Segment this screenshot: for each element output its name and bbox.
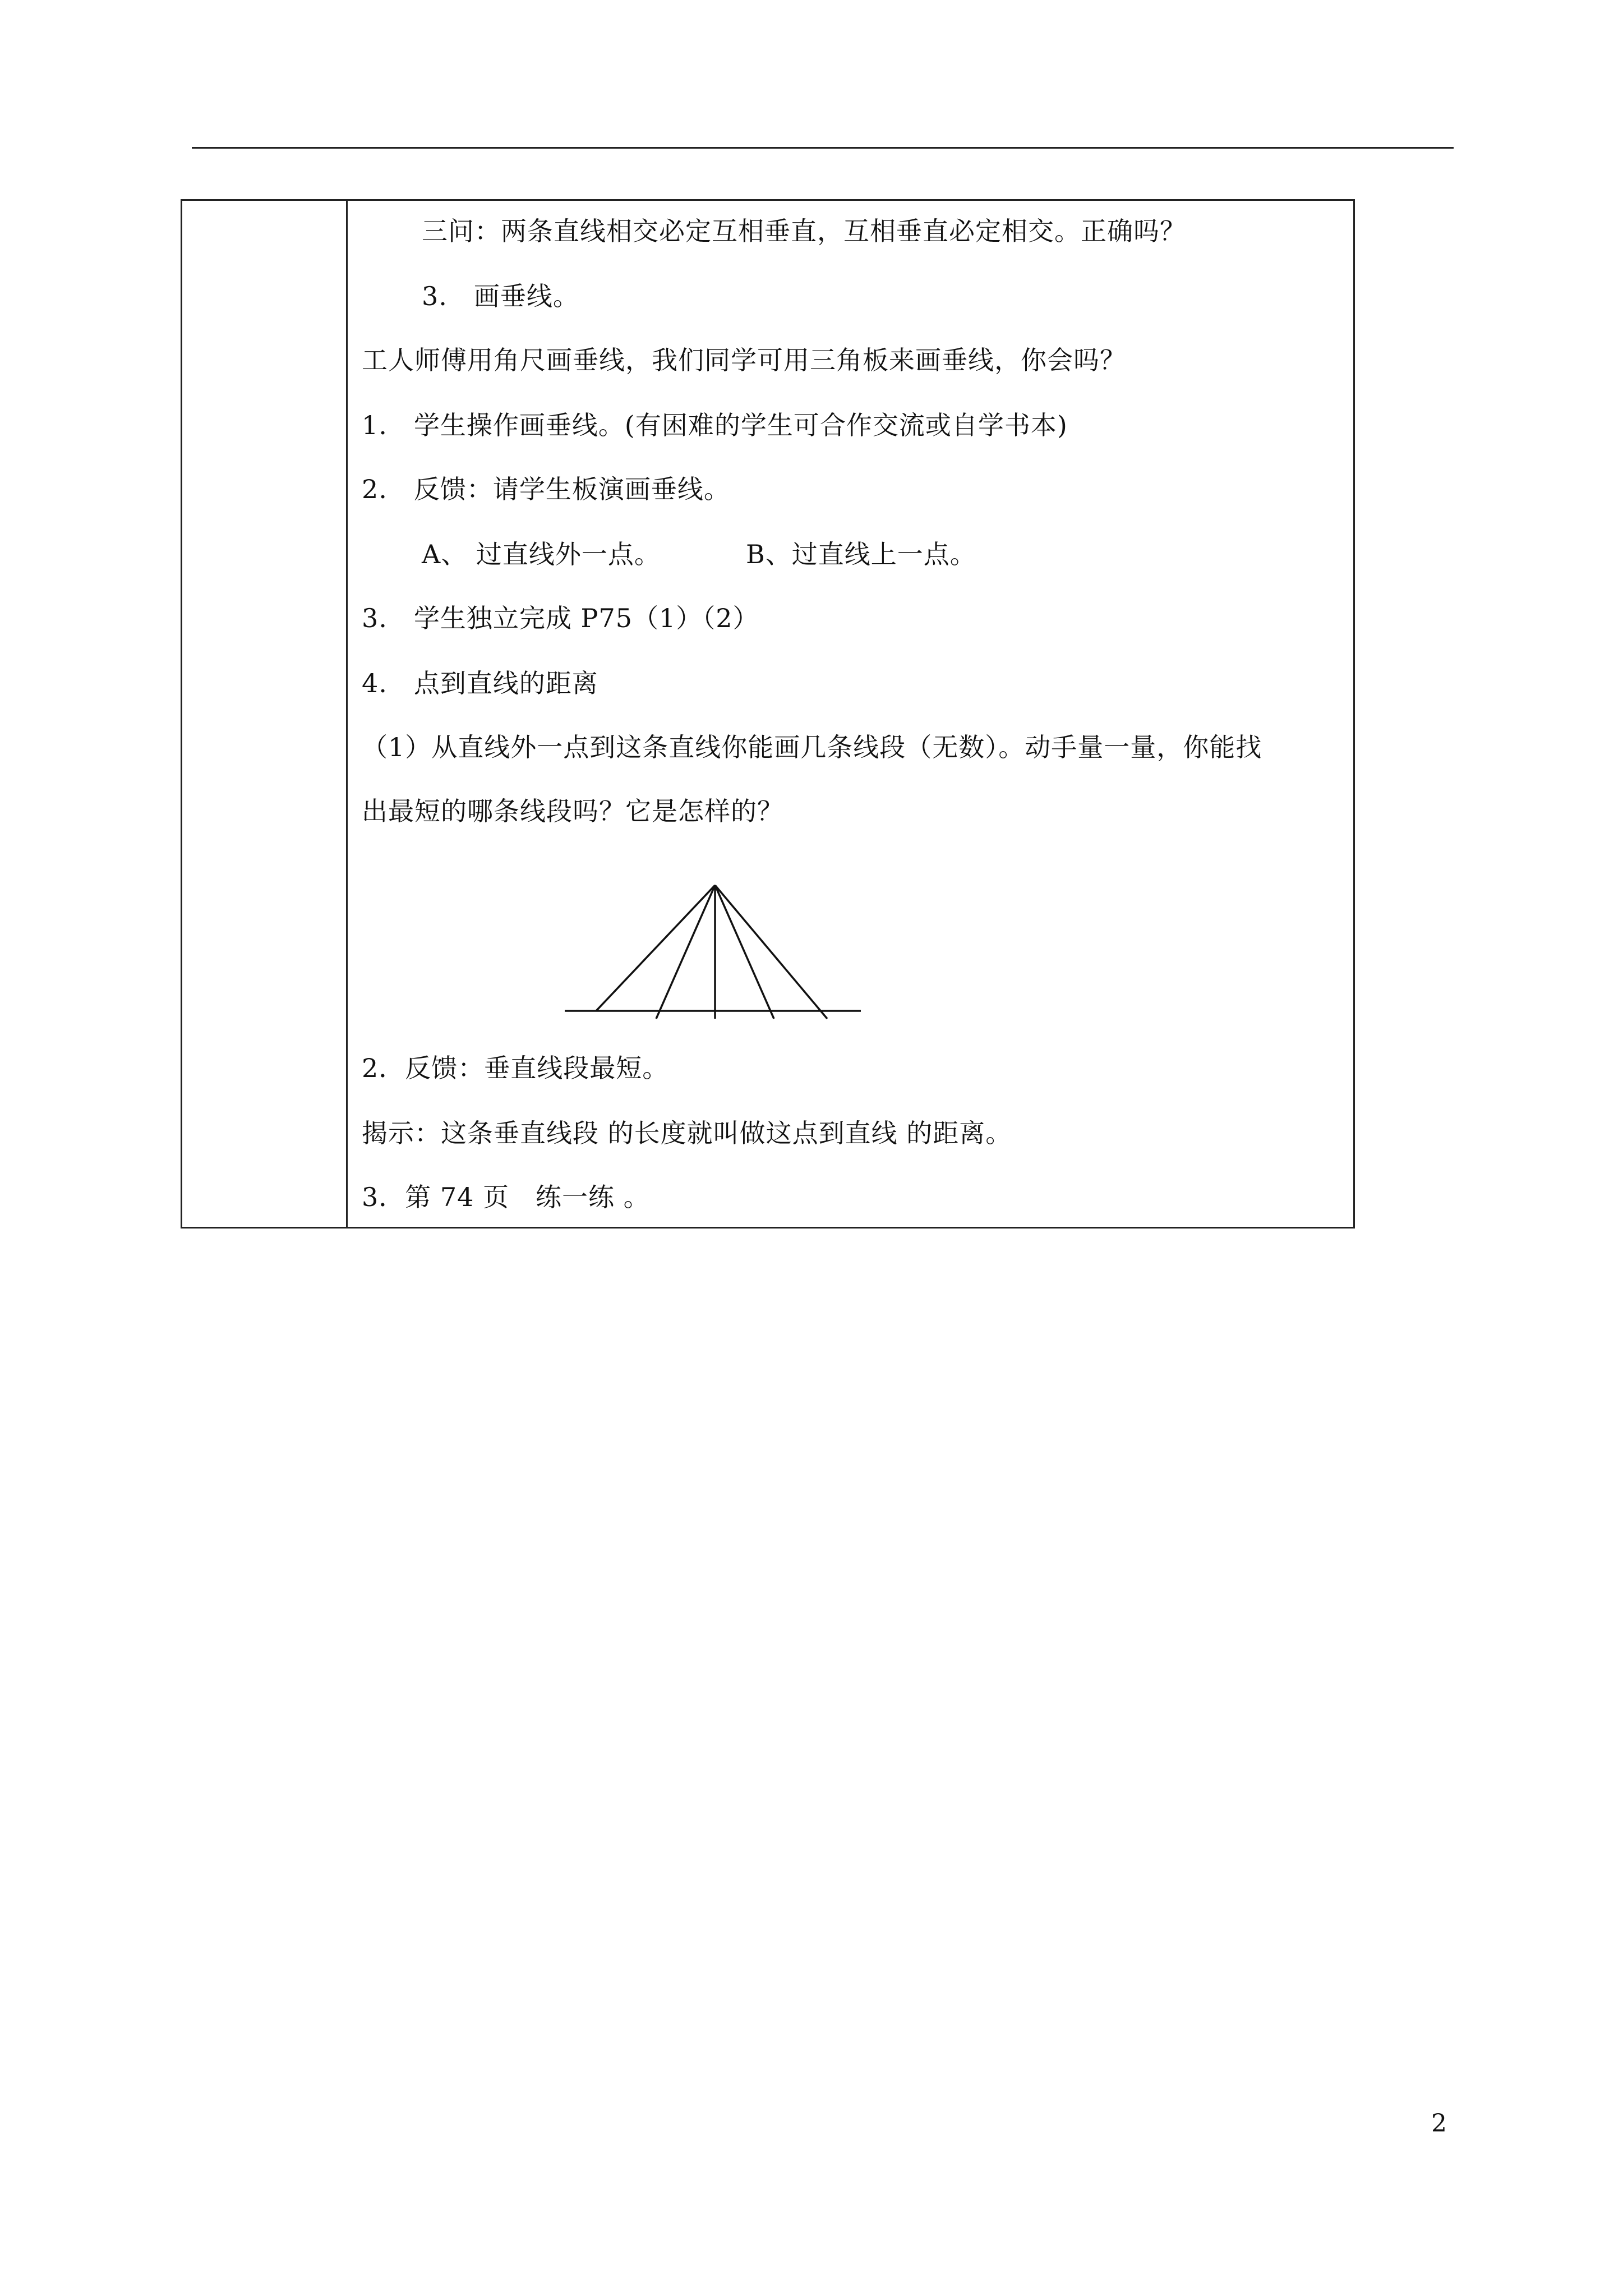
text-line-step-1: 1. 学生操作画垂线。(有困难的学生可合作交流或自学书本) xyxy=(362,410,1068,440)
perpendicular-lines-diagram xyxy=(558,881,872,1027)
table-column-divider xyxy=(346,201,348,1227)
text-line-heading-draw: 3. 画垂线。 xyxy=(422,281,579,311)
text-line-step-2: 2. 反馈：请学生板演画垂线。 xyxy=(362,474,730,504)
text-line-paragraph-2: 出最短的哪条线段吗？它是怎样的？ xyxy=(362,796,783,826)
header-rule xyxy=(192,147,1454,149)
text-line-reveal: 揭示：这条垂直线段 的长度就叫做这点到直线 的距离。 xyxy=(362,1118,1012,1148)
page-number: 2 xyxy=(1431,2109,1447,2138)
text-line-step-3: 3. 学生独立完成 P75（1）（2） xyxy=(362,603,759,633)
text-line-paragraph-1: （1）从直线外一点到这条直线你能画几条线段（无数）。动手量一量，你能找 xyxy=(362,732,1262,762)
slant-segment-left-inner xyxy=(656,885,715,1019)
text-line-practice: 3．第 74 页 练一练 。 xyxy=(362,1182,650,1212)
text-line-step-4: 4. 点到直线的距离 xyxy=(362,668,598,698)
text-line-feedback: 2．反馈：垂直线段最短。 xyxy=(362,1053,669,1083)
slant-segment-right-outer xyxy=(715,885,827,1019)
text-line-question: 三问：两条直线相交必定互相垂直，互相垂直必定相交。正确吗？ xyxy=(422,216,1186,246)
text-line-option-a: A、 过直线外一点。 xyxy=(422,539,661,569)
slant-segment-left-outer xyxy=(596,885,715,1011)
text-line-option-b: B、过直线上一点。 xyxy=(746,539,976,569)
text-line-intro: 工人师傅用角尺画垂线，我们同学可用三角板来画垂线，你会吗？ xyxy=(362,345,1126,375)
slant-segment-right-inner xyxy=(715,885,774,1019)
